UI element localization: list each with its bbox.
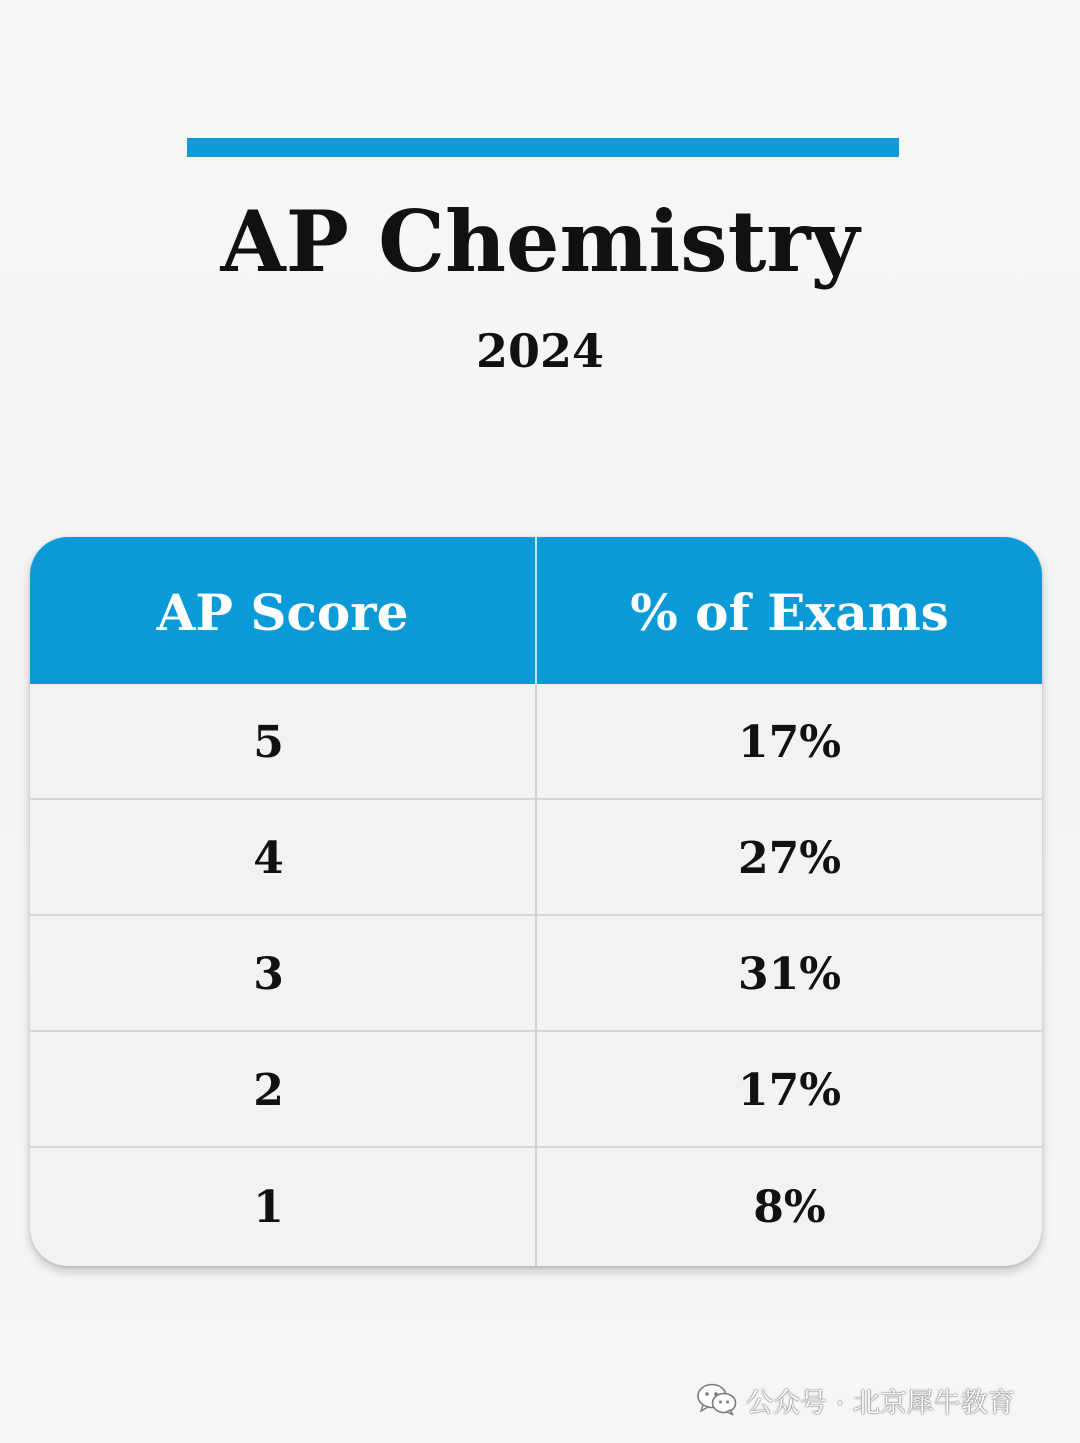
table-body	[30, 684, 1042, 1266]
column-header-ap-score: AP Score	[156, 583, 409, 642]
page-subtitle-year: 2024	[475, 324, 605, 378]
page-title: AP Chemistry	[220, 192, 860, 291]
score-cell: 3	[253, 948, 284, 1000]
percent-cell: 8%	[753, 1181, 826, 1233]
score-cell: 1	[253, 1181, 284, 1233]
score-distribution-table	[30, 537, 1042, 1266]
percent-cell: 17%	[737, 1064, 842, 1116]
percent-cell: 17%	[737, 716, 842, 768]
watermark-text: 公众号 · 北京犀牛教育	[746, 1387, 1015, 1419]
title-accent-bar	[187, 138, 899, 157]
wechat-watermark	[696, 1378, 1015, 1422]
score-cell: 4	[253, 832, 284, 884]
score-cell: 2	[253, 1064, 284, 1116]
percent-cell: 31%	[737, 948, 842, 1000]
column-header-percent-of-exams: % of Exams	[630, 583, 949, 642]
percent-cell: 27%	[737, 832, 842, 884]
score-cell: 5	[253, 716, 284, 768]
table-header-row	[30, 537, 1042, 684]
column-divider	[535, 684, 537, 1266]
wechat-icon	[696, 1382, 738, 1418]
